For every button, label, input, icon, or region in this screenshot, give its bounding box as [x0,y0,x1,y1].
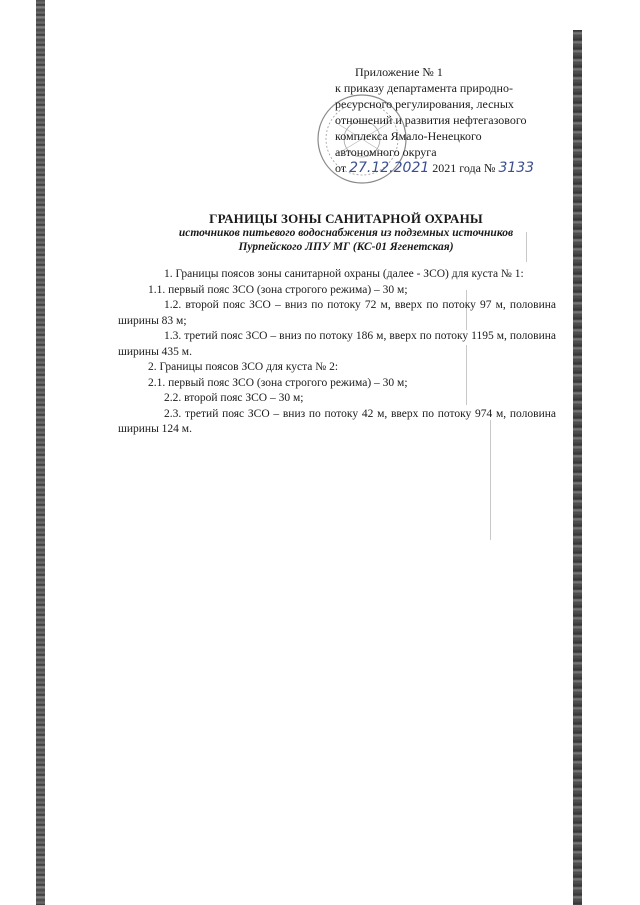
title-main: ГРАНИЦЫ ЗОНЫ САНИТАРНОЙ ОХРАНЫ [209,211,483,226]
appendix-line: автономного округа [335,145,437,159]
document-title [118,212,574,254]
paragraph: 1.1. первый пояс ЗСО (зона строгого режима) – 30 м; [148,283,408,296]
handwritten-order-number: 3133 [498,160,535,176]
paragraph: 2.3. третий пояс ЗСО – вниз по потоку 42 м, вверх по потоку 974 м, половина ширины 124 м. [118,407,556,435]
appendix-line: ресурсного регулирования, лесных [335,97,514,111]
scan-edge-left [36,0,45,905]
scan-artifact-line [490,420,491,540]
year-text: 2021 года № [432,161,496,175]
paragraph: 2.2. второй пояс ЗСО – 30 м; [164,392,304,404]
scan-edge-gap [573,0,582,30]
paragraph: 1.2. второй пояс ЗСО – вниз по потоку 72 м, вверх по потоку 97 м, половина ширины 83 м; [118,299,556,327]
appendix-line: к приказу департамента природно- [335,81,513,95]
appendix-header [335,64,575,176]
handwritten-date: 27.12.2021 [349,160,430,176]
date-prefix: от [335,161,347,175]
appendix-line: комплекса Ямало-Ненецкого [335,129,482,143]
paragraph: 1.3. третий пояс ЗСО – вниз по потоку 186 м, вверх по потоку 1195 м, половина ширины 435 м. [118,330,556,358]
title-subtitle: Пурпейского ЛПУ МГ (КС-01 Ягенетская) [238,241,454,253]
document-body [118,267,556,438]
title-subtitle: источников питьевого водоснабжения из подземных источников [178,227,514,239]
paragraph: 2. Границы поясов ЗСО для куста № 2: [148,361,339,373]
appendix-number: Приложение № 1 [355,65,443,79]
appendix-line: отношений и развития нефтегазового [335,113,527,127]
paragraph: 2.1. первый пояс ЗСО (зона строгого режима) – 30 м; [148,376,408,389]
paragraph: 1. Границы поясов зоны санитарной охраны (далее - ЗСО) для куста № 1: [164,268,524,280]
appendix-date-line [335,160,575,176]
